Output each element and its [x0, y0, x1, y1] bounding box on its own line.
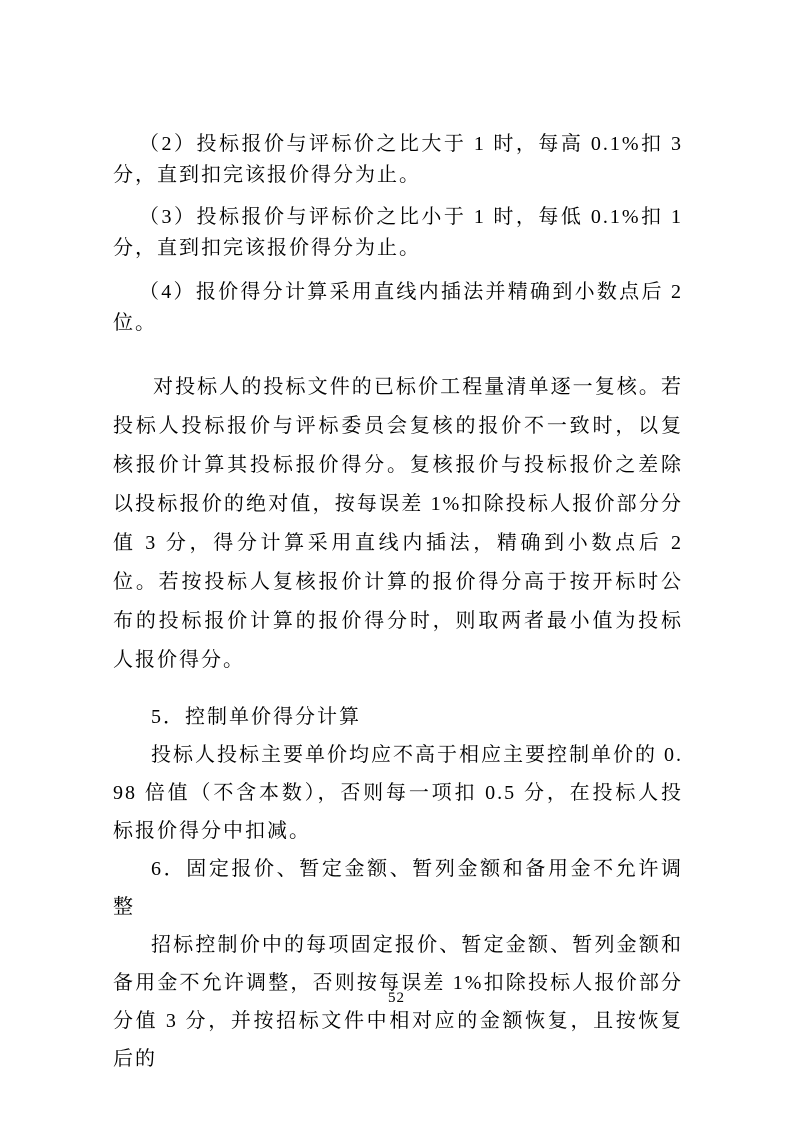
page-number: 52 [388, 990, 405, 1006]
paragraph-item-2: （2）投标报价与评标价之比大于 1 时，每高 0.1%扣 3 分，直到扣完该报价得分为止。 [113, 133, 683, 186]
heading-section-6: 6．固定报价、暂定金额、暂列金额和备用金不允许调整 [113, 858, 683, 918]
heading-section-5: 5．控制单价得分计算 [151, 706, 361, 728]
paragraph-item-3: （3）投标报价与评标价之比小于 1 时，每低 0.1%扣 1 分，直到扣完该报价得分为止。 [113, 206, 683, 259]
page-body-text [113, 0, 683, 1078]
paragraph-review: 对投标人的投标文件的已标价工程量清单逐一复核。若投标人投标报价与评标委员会复核的报价不一致时，以复核报价计算其投标报价得分。复核报价与投标报价之差除以投标报价的绝对值，按每误差 1%扣除投标人报价部分分值 3 分，得分计算采用直线内插法，精确到小数点后 2 位。若按投标人复核报价计算的报价得分高于按开标时公布的投标报价计算的报价得分时，则取两者最小值为投标人报价得分。 [113, 376, 683, 671]
paragraph-section-6: 招标控制价中的每项固定报价、暂定金额、暂列金额和备用金不允许调整，否则按每误差 1%扣除投标人报价部分分值 3 分，并按招标文件中相对应的金额恢复，且按恢复后的 [113, 934, 683, 1070]
paragraph-section-5: 投标人投标主要单价均应不高于相应主要控制单价的 0.98 倍值（不含本数），否则每一项扣 0.5 分，在投标人投标报价得分中扣减。 [113, 744, 683, 842]
paragraph-item-4: （4）报价得分计算采用直线内插法并精确到小数点后 2 位。 [113, 281, 683, 334]
